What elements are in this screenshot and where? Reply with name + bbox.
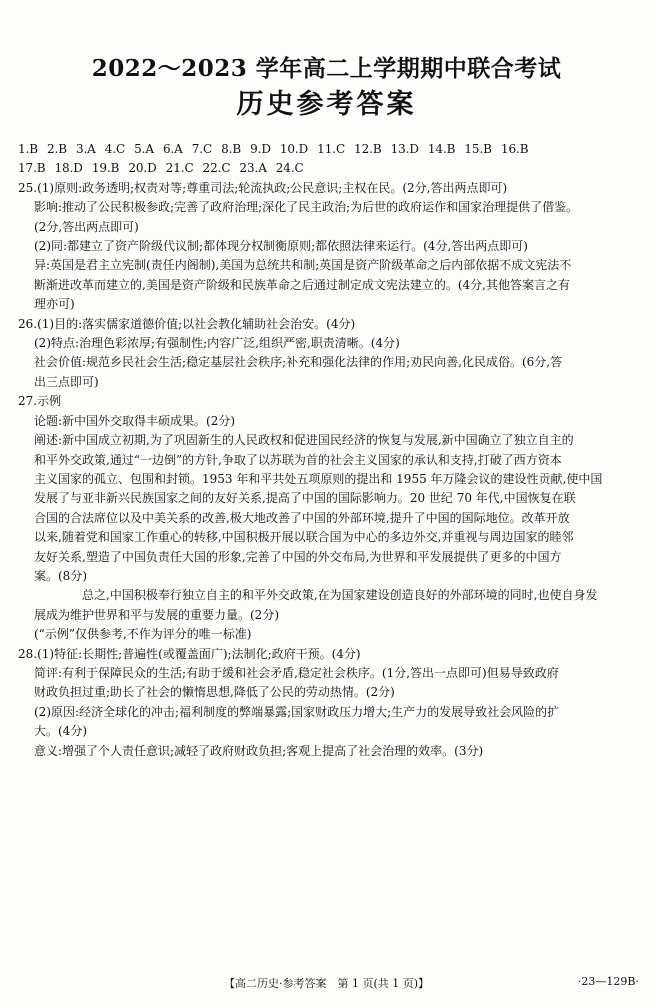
choice-answer: 8.B: [221, 142, 242, 156]
q28-line: 28.(1)特征:长期性;普遍性(或覆盖面广);法制化;政府干预。(4分): [18, 646, 361, 661]
q27-line: 友好关系,塑造了中国负责任大国的形象,完善了中国的外交布局,为世界和平发展提供了更多的中国方: [34, 549, 562, 564]
q27-line: 以来,随着党和国家工作重心的转移,中国积极开展以联合国为中心的多边外交,并重视与周边国家的睦邻: [34, 530, 574, 545]
answer-body: [18, 140, 640, 761]
q27-line: 主义国家的孤立、包围和封锁。1953 年和平共处五项原则的提出和 1955 年万隆会议的建设性贡献,使中国: [34, 471, 603, 486]
choice-answer: 4.C: [104, 142, 126, 156]
q25-line: 理亦可): [34, 297, 75, 312]
choice-answer: 2.B: [46, 142, 67, 156]
q26-line: 26.(1)目的:落实儒家道德价值;以社会教化辅助社会治安。(4分): [18, 316, 356, 331]
q25-line: 影响:推动了公民积极参政;完善了政府治理;深化了民主政治;为后世的政府运作和国家治理提供了借鉴。: [34, 200, 579, 215]
q26-line: (2)特点:治理色彩浓厚;有强制性;内容广泛,组织严密,职责清晰。(4分): [34, 336, 400, 351]
q27-line: 案。(8分): [34, 568, 87, 583]
choice-answer: 10.D: [279, 142, 309, 156]
q28-line: 意义:增强了个人责任意识;减轻了政府财政负担;客观上提高了社会治理的效率。(3分): [34, 743, 484, 758]
choice-answer: 18.D: [54, 161, 83, 176]
q27-line: (“示例”仅供参考,不作为评分的唯一标准): [34, 627, 252, 642]
q25-line: 异:英国是君主立宪制(责任内阁制),美国为总统共和制;英国是资产阶级革命之后内部依据不成文宪法不: [34, 258, 572, 273]
q26-line: 出三点即可): [34, 374, 99, 389]
q27-line: 合国的合法席位以及中美关系的改善,极大地改善了中国的外部环境,提升了中国的国际地位。改革开放: [34, 510, 570, 525]
choice-answer: 5.A: [134, 142, 154, 156]
q27-line: 展成为维护世界和平与发展的重要力量。(2分): [34, 607, 279, 622]
choice-answer: 3.A: [75, 142, 96, 156]
footer-exam-code: ·23—129B·: [577, 975, 639, 988]
choice-answer: 15.B: [464, 142, 492, 156]
q27-line: 阐述:新中国成立初期,为了巩固新生的人民政权和促进国民经济的恢复与发展,新中国确立了独立自主的: [34, 433, 574, 448]
choice-answer: 24.C: [275, 161, 304, 176]
choice-answer: 14.B: [427, 142, 456, 156]
q28-line: 大。(4分): [34, 724, 87, 739]
q26-line: 社会价值:规范乡民社会生活;稳定基层社会秩序;补充和强化法律的作用;劝民向善,化民成俗。(6分,答: [34, 355, 563, 370]
q27-line: 总之,中国积极奉行独立自主的和平外交政策,在为国家建设创造良好的外部环境的同时,也使自身发: [82, 588, 598, 603]
choice-answer: 6.A: [162, 142, 183, 156]
q25-line: 断渐进改革而建立的,美国是资产阶级和民族革命之后通过制定成文宪法建立的。(4分,其他答案言之有: [34, 277, 570, 292]
footer-page-info: 【高二历史·参考答案 第 1 页(共 1 页)】: [223, 977, 430, 990]
choice-answer: 23.A: [239, 161, 267, 176]
choice-answer: 11.C: [317, 142, 346, 156]
choice-answer: 7.C: [191, 142, 213, 156]
answer-key-title: 历史参考答案: [236, 89, 417, 120]
choice-answer: 19.B: [91, 161, 120, 176]
q25-line: 25.(1)原则:政务透明;权责对等;尊重司法;轮流执政;公民意识;主权在民。(2分,答出两点即可): [18, 180, 508, 195]
q28-line: 简评:有利于保障民众的生活;有助于缓和社会矛盾,稳定社会秩序。(1分,答出一点即可)但易导致政府: [34, 665, 559, 680]
q27-line: 论题:新中国外交取得丰硕成果。(2分): [34, 413, 236, 428]
choice-answer: 20.D: [128, 161, 157, 176]
choice-answer: 12.B: [354, 142, 382, 156]
choice-answers-row-1: [18, 140, 640, 159]
q27-line: 和平外交政策,通过“一边倒”的方针,争取了以苏联为首的社会主义国家的承认和支持,打破了西方资本: [34, 452, 562, 467]
choice-answer: 16.B: [500, 142, 529, 156]
q27-line: 27.示例: [18, 394, 62, 409]
q25-line: (2分,答出两点即可): [34, 219, 139, 234]
choice-answer: 17.B: [18, 161, 46, 176]
choice-answer: 9.D: [250, 142, 271, 156]
choice-answer: 22.C: [202, 161, 231, 176]
exam-title: 2022～2023 学年高二上学期期中联合考试: [91, 55, 562, 82]
q27-line: 发展了与亚非新兴民族国家之间的友好关系,提高了中国的国际影响力。20 世纪 70 年代,中国恢复在联: [34, 491, 576, 506]
choice-answer: 13.D: [390, 142, 419, 156]
choice-answers-row-2: [18, 159, 640, 178]
q25-line: (2)同:都建立了资产阶级代议制;都体现分权制衡原则;都依照法律来运行。(4分,答出两点即可): [34, 239, 528, 254]
q28-line: (2)原因:经济全球化的冲击;福利制度的弊端暴露;国家财政压力增大;生产力的发展导致社会风险的扩: [34, 704, 560, 719]
q28-line: 财政负担过重;助长了社会的懒惰思想,降低了公民的劳动热情。(2分): [34, 685, 395, 700]
choice-answer: 21.C: [165, 161, 194, 176]
choice-answer: 1.B: [18, 142, 38, 156]
